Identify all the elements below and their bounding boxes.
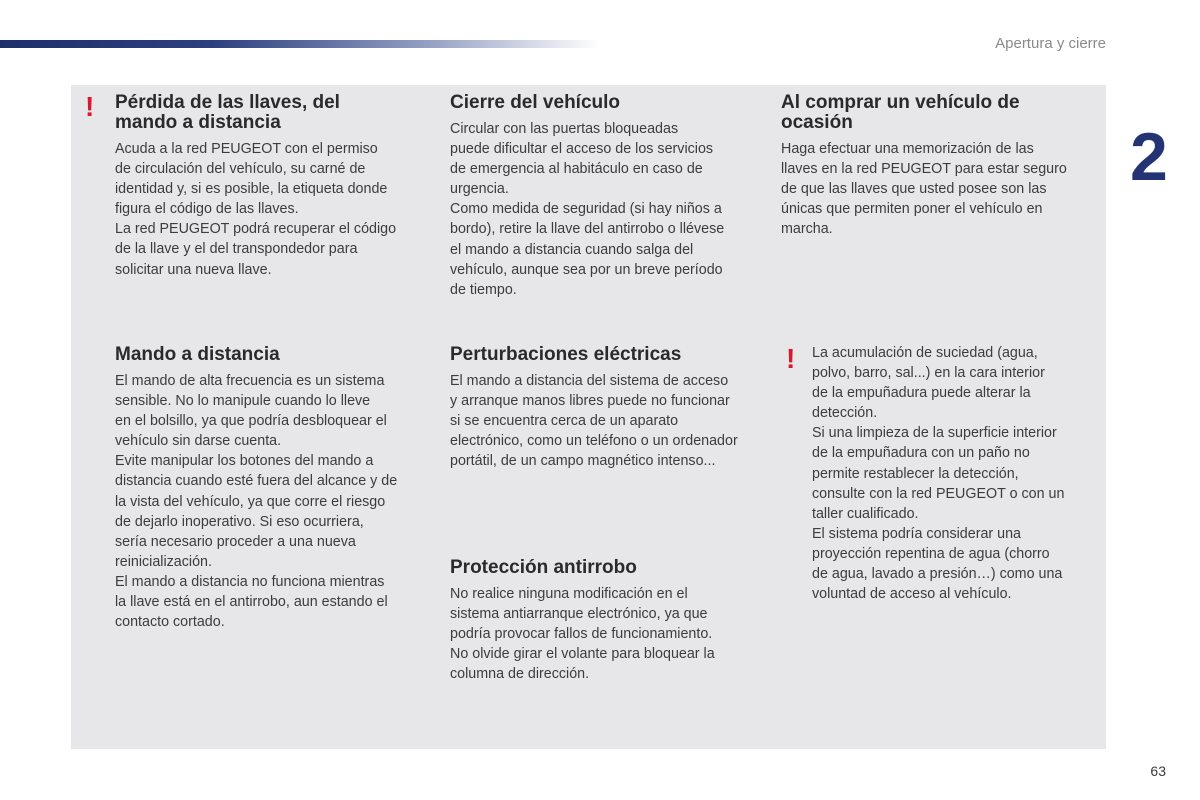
chapter-number: 2 xyxy=(1130,119,1168,195)
section-title: Apertura y cierre xyxy=(995,35,1106,52)
used-vehicle-section xyxy=(781,93,1101,239)
interference-title: Perturbaciones eléctricas xyxy=(450,344,682,365)
antitheft-title: Protección antirrobo xyxy=(450,557,637,578)
dirt-warning-section xyxy=(812,343,1102,604)
antitheft-section xyxy=(450,558,770,684)
remote-body: El mando de alta frecuencia es un sistema sensible. No lo manipule cuando lo lleve en el bolsillo, ya que podría desbloquear el vehículo sin darse cuenta. Evite manipular los botones del mando a distancia cuando esté fuera del alcance y de la vista del vehículo, ya que corre el riesgo de dejarlo inoperativo. Si eso ocurriera, sería necesario proceder a una nueva reinicialización. El mando a distancia no funciona mientras la llave está en el antirrobo, aun estando el contacto cortado. xyxy=(115,373,398,631)
antitheft-body: No realice ninguna modificación en el sistema antiarranque electrónico, ya que podría provocar fallos de funcionamiento. No olvide girar el volante para bloquear la columna de dirección. xyxy=(450,586,715,683)
remote-section xyxy=(115,345,435,632)
locking-body: Circular con las puertas bloqueadas puede dificultar el acceso de los servicios de emergencia al habitáculo en caso de urgencia. Como medida de seguridad (si hay niños a bordo), retire la llave del antirrobo o llévese el mando a distancia cuando salga del vehículo, aunque sea por un breve período de tiempo. xyxy=(450,121,725,298)
used-vehicle-body: Haga efectuar una memorización de las llaves en la red PEUGEOT para estar seguro de que las llaves que usted posee son las únicas que permiten poner el vehículo en marcha. xyxy=(781,141,1067,238)
page-number: 63 xyxy=(1150,763,1166,779)
warning-icon: ! xyxy=(786,343,796,374)
remote-title: Mando a distancia xyxy=(115,344,280,365)
lost-keys-body: Acuda a la red PEUGEOT con el permiso de circulación del vehículo, su carné de identidad y, si es posible, la etiqueta donde figura el código de las llaves. La red PEUGEOT podrá recuperar el código de la llave y el del transpondedor para solicitar una nueva llave. xyxy=(115,141,397,278)
used-vehicle-title: Al comprar un vehículo de ocasión xyxy=(781,92,1020,133)
warning-icon: ! xyxy=(85,91,95,122)
lost-keys-title: Pérdida de las llaves, del mando a distancia xyxy=(115,92,340,133)
locking-title: Cierre del vehículo xyxy=(450,92,621,113)
header-accent-bar xyxy=(0,40,600,48)
interference-body: El mando a distancia del sistema de acceso y arranque manos libres puede no funcionar si se encuentra cerca de un aparato electrónico, como un teléfono o un ordenador portátil, de un campo magnético intenso... xyxy=(450,373,738,470)
locking-section xyxy=(450,93,770,300)
lost-keys-section xyxy=(115,93,435,280)
dirt-warning-body: La acumulación de suciedad (agua, polvo, barro, sal...) en la cara interior de la empuñadura puede alterar la detección. Si una limpieza de la superficie interior de la empuñadura con un paño no permite restablecer la detección, consulte con la red PEUGEOT o con un taller cualificado. El sistema podría considerar una proyección repentina de agua (chorro de agua, lavado a presión…) como una voluntad de acceso al vehículo. xyxy=(812,345,1065,603)
interference-section xyxy=(450,345,770,471)
